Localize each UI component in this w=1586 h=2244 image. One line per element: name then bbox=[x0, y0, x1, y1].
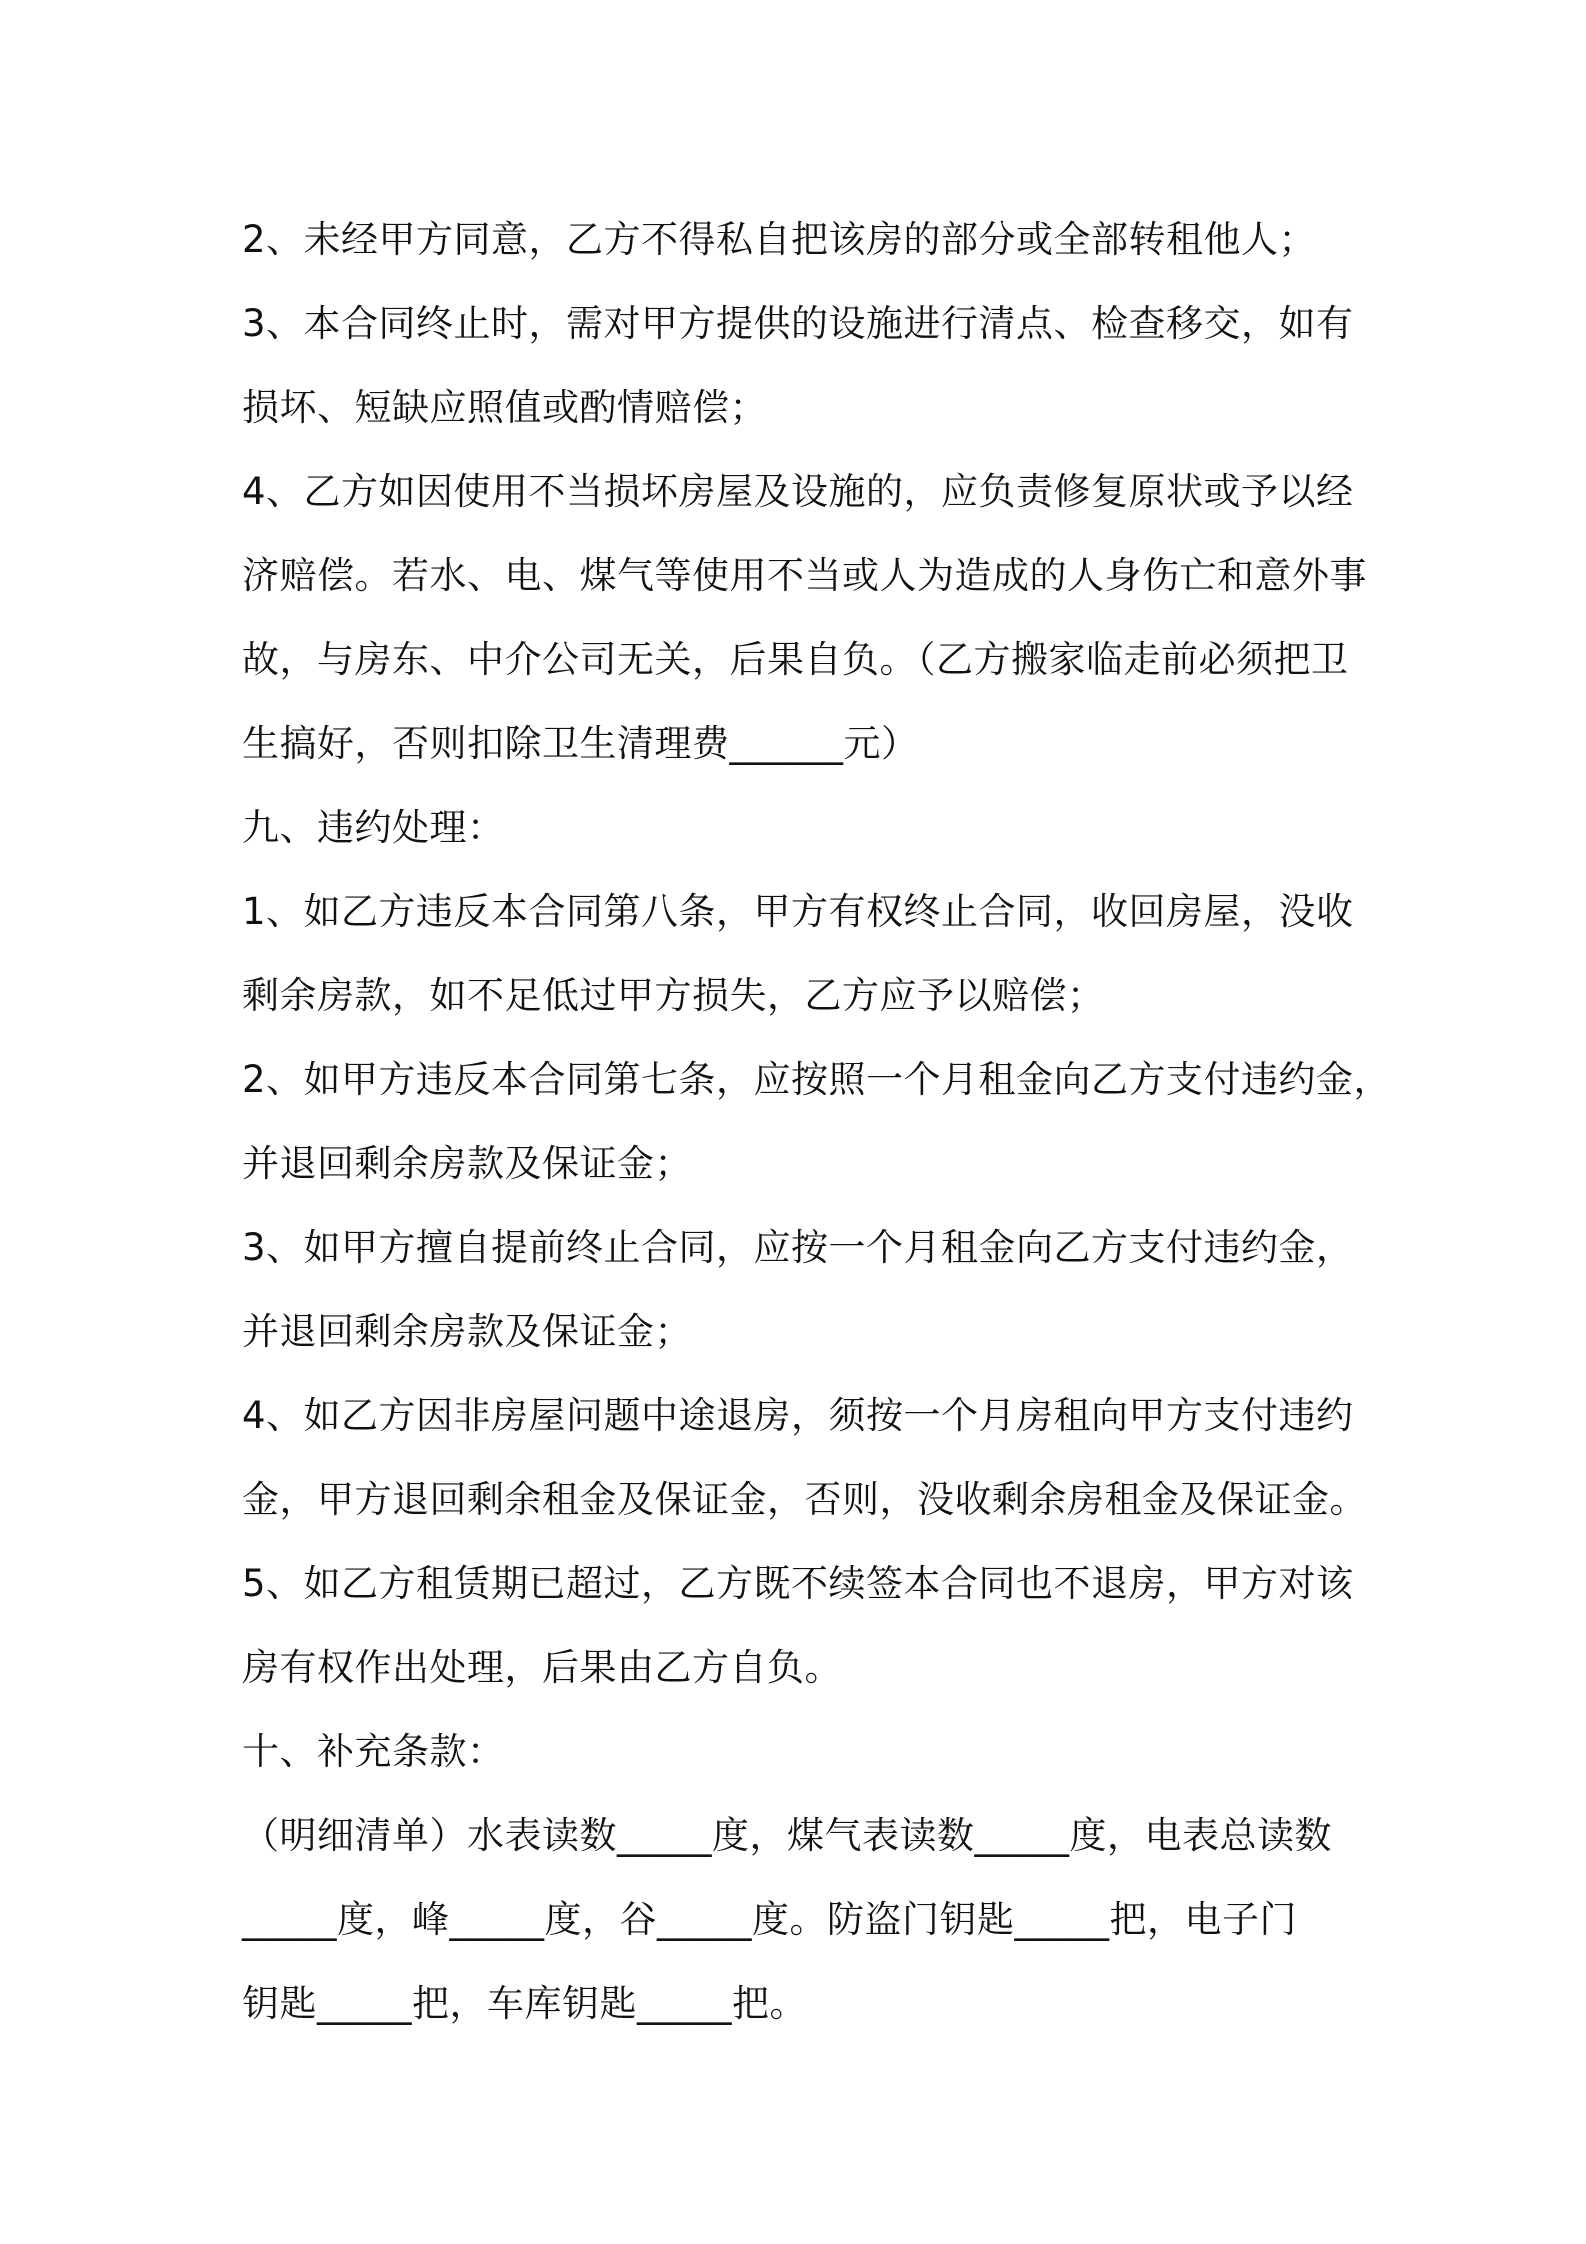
document-body bbox=[242, 198, 1392, 2046]
text-line: 生搞好，否则扣除卫生清理费______元） bbox=[242, 722, 919, 765]
text-line: _____度，峰_____度，谷_____度。防盗门钥匙_____把，电子门 bbox=[242, 1898, 1297, 1941]
text-line: 4、如乙方因非房屋问题中途退房，须按一个月房租向甲方支付违约 bbox=[242, 1394, 1354, 1437]
text-line: 故，与房东、中介公司无关，后果自负。（乙方搬家临走前必须把卫 bbox=[242, 638, 1349, 681]
section-heading: 九、违约处理： bbox=[242, 806, 505, 849]
text-line: 金，甲方退回剩余租金及保证金，否则，没收剩余房租金及保证金。 bbox=[242, 1478, 1367, 1521]
text-line: 3、如甲方擅自提前终止合同，应按一个月租金向乙方支付违约金， bbox=[242, 1226, 1354, 1269]
text-line: 4、乙方如因使用不当损坏房屋及设施的，应负责修复原状或予以经 bbox=[242, 470, 1354, 513]
text-line: 济赔偿。若水、电、煤气等使用不当或人为造成的人身伤亡和意外事 bbox=[242, 554, 1367, 597]
text-line: 2、如甲方违反本合同第七条，应按照一个月租金向乙方支付违约金， bbox=[242, 1058, 1392, 1101]
text-line: 房有权作出处理，后果由乙方自负。 bbox=[242, 1646, 842, 1689]
text-line: 并退回剩余房款及保证金； bbox=[242, 1310, 692, 1353]
text-line: 剩余房款，如不足低过甲方损失，乙方应予以赔偿； bbox=[242, 974, 1105, 1017]
text-line: 并退回剩余房款及保证金； bbox=[242, 1142, 692, 1185]
text-line: 钥匙_____把，车库钥匙_____把。 bbox=[242, 1982, 807, 2025]
text-line: 损坏、短缺应照值或酌情赔偿； bbox=[242, 386, 767, 429]
section-heading: 十、补充条款： bbox=[242, 1730, 505, 1773]
text-line: 1、如乙方违反本合同第八条，甲方有权终止合同，收回房屋，没收 bbox=[242, 890, 1354, 933]
text-line: 2、未经甲方同意，乙方不得私自把该房的部分或全部转租他人； bbox=[242, 218, 1317, 261]
text-line: 5、如乙方租赁期已超过，乙方既不续签本合同也不退房，甲方对该 bbox=[242, 1562, 1354, 1605]
text-line: （明细清单）水表读数_____度，煤气表读数_____度，电表总读数 bbox=[242, 1814, 1332, 1857]
text-line: 3、本合同终止时，需对甲方提供的设施进行清点、检查移交，如有 bbox=[242, 302, 1354, 345]
